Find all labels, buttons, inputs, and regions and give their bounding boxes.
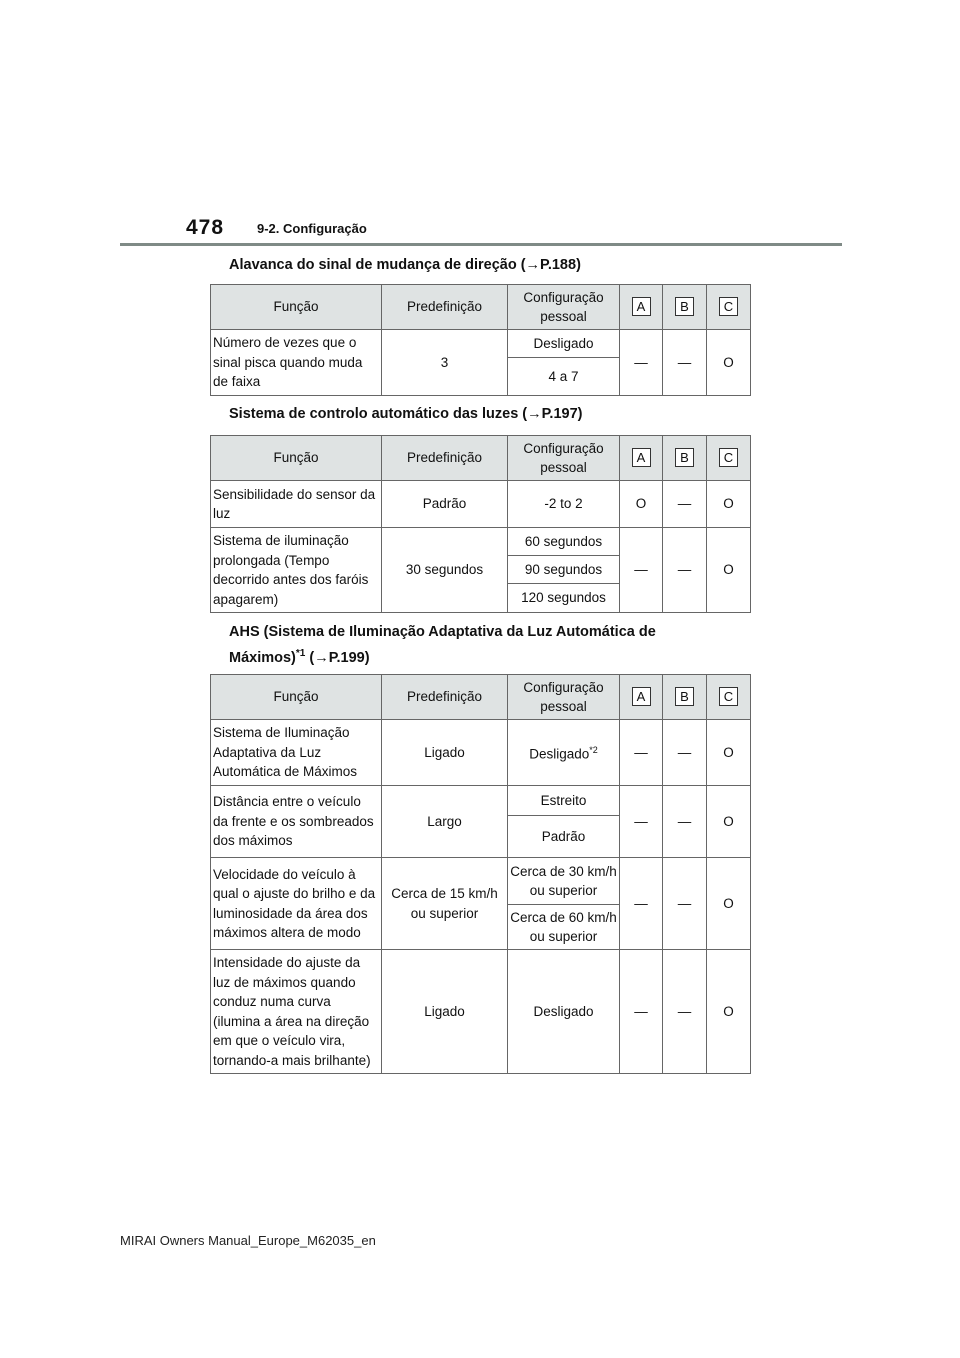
default-cell: Largo — [382, 786, 508, 858]
section-title-auto-lights: Sistema de controlo automático das luzes (→P.197) — [229, 406, 583, 422]
function-cell: Intensidade do ajuste da luz de máximos quando conduz numa curva (ilumina a área na direção em que o veículo vira, tornando-a mais brilhante) — [211, 950, 382, 1074]
function-cell: Distância entre o veículo da frente e os sombreados dos máximos — [211, 786, 382, 858]
default-cell: Ligado — [382, 950, 508, 1074]
section-title-text: Máximos) — [229, 649, 296, 666]
section-title-line1: AHS (Sistema de Iluminação Adaptativa da Luz Automática de — [229, 624, 656, 640]
c-cell: O — [707, 720, 751, 786]
function-cell: Sistema de Iluminação Adaptativa da Luz Automática de Máximos — [211, 720, 382, 786]
table-header-row — [211, 436, 751, 481]
footer-manual-id: MIRAI Owners Manual_Europe_M62035_en — [120, 1233, 376, 1248]
function-cell: Número de vezes que o sinal pisca quando muda de faixa — [211, 330, 382, 396]
table-row — [211, 720, 751, 786]
b-cell: — — [663, 528, 707, 613]
option-cell: 4 a 7 — [508, 358, 620, 396]
a-cell: — — [620, 528, 663, 613]
col-function: Função — [211, 436, 382, 481]
chapter-title: 9-2. Configuração — [257, 221, 367, 236]
section-title-ref: (→P.199) — [305, 649, 370, 666]
col-a — [620, 436, 663, 481]
col-function: Função — [211, 675, 382, 720]
c-cell: O — [707, 330, 751, 396]
table-row — [211, 330, 751, 358]
col-b — [663, 285, 707, 330]
a-cell: — — [620, 950, 663, 1074]
col-personal: Configuração pessoal — [508, 675, 620, 720]
b-cell: — — [663, 858, 707, 950]
c-label: C — [719, 297, 738, 316]
function-cell: Velocidade do veículo à qual o ajuste do brilho e da luminosidade da área dos máximos altera de modo — [211, 858, 382, 950]
b-cell: — — [663, 481, 707, 528]
a-label: A — [632, 687, 651, 706]
default-cell: 30 segundos — [382, 528, 508, 613]
col-b — [663, 436, 707, 481]
option-cell: Padrão — [508, 816, 620, 858]
option-cell — [508, 720, 620, 786]
table-header-row — [211, 285, 751, 330]
option-cell: 60 segundos — [508, 528, 620, 556]
col-c — [707, 436, 751, 481]
table-row — [211, 528, 751, 556]
table-header-row — [211, 675, 751, 720]
a-cell: — — [620, 786, 663, 858]
section-title-line2 — [229, 643, 656, 669]
option-cell: Cerca de 60 km/h ou superior — [508, 905, 620, 950]
c-cell: O — [707, 528, 751, 613]
b-cell: — — [663, 330, 707, 396]
col-default: Predefinição — [382, 436, 508, 481]
default-cell: Ligado — [382, 720, 508, 786]
col-b — [663, 675, 707, 720]
option-cell: Cerca de 30 km/h ou superior — [508, 858, 620, 905]
footnote-marker: *1 — [295, 648, 306, 659]
col-c — [707, 675, 751, 720]
col-a — [620, 675, 663, 720]
turn-signal-table — [210, 284, 751, 396]
function-cell: Sensibilidade do sensor da luz — [211, 481, 382, 528]
a-label: A — [632, 448, 651, 467]
option-cell: Desligado — [508, 950, 620, 1074]
col-function: Função — [211, 285, 382, 330]
table-row — [211, 858, 751, 905]
ahs-table — [210, 674, 751, 1074]
col-default: Predefinição — [382, 285, 508, 330]
col-default: Predefinição — [382, 675, 508, 720]
function-cell: Sistema de iluminação prolongada (Tempo decorrido antes dos faróis apagarem) — [211, 528, 382, 613]
b-cell: — — [663, 950, 707, 1074]
a-cell: — — [620, 330, 663, 396]
c-cell: O — [707, 481, 751, 528]
c-label: C — [719, 687, 738, 706]
auto-lights-table — [210, 435, 751, 613]
table-row — [211, 786, 751, 816]
option-cell: 120 segundos — [508, 584, 620, 613]
col-c — [707, 285, 751, 330]
c-label: C — [719, 448, 738, 467]
page-number: 478 — [186, 216, 225, 239]
default-cell: Cerca de 15 km/h ou superior — [382, 858, 508, 950]
header-divider — [120, 243, 842, 246]
a-cell: O — [620, 481, 663, 528]
b-cell: — — [663, 786, 707, 858]
col-a — [620, 285, 663, 330]
section-title-turn-signal: Alavanca do sinal de mudança de direção (→P.188) — [229, 257, 581, 273]
footnote-marker: *2 — [589, 745, 598, 755]
a-cell: — — [620, 858, 663, 950]
b-label: B — [675, 687, 694, 706]
table-row — [211, 481, 751, 528]
option-cell: 90 segundos — [508, 556, 620, 584]
c-cell: O — [707, 950, 751, 1074]
section-title-ahs — [229, 621, 656, 669]
b-label: B — [675, 448, 694, 467]
col-personal: Configuração pessoal — [508, 285, 620, 330]
option-cell: -2 to 2 — [508, 481, 620, 528]
option-text: Desligado — [529, 746, 590, 762]
c-cell: O — [707, 858, 751, 950]
a-label: A — [632, 297, 651, 316]
default-cell: 3 — [382, 330, 508, 396]
col-personal: Configuração pessoal — [508, 436, 620, 481]
a-cell: — — [620, 720, 663, 786]
default-cell: Padrão — [382, 481, 508, 528]
b-label: B — [675, 297, 694, 316]
table-row — [211, 950, 751, 1074]
option-cell: Estreito — [508, 786, 620, 816]
c-cell: O — [707, 786, 751, 858]
b-cell: — — [663, 720, 707, 786]
option-cell: Desligado — [508, 330, 620, 358]
